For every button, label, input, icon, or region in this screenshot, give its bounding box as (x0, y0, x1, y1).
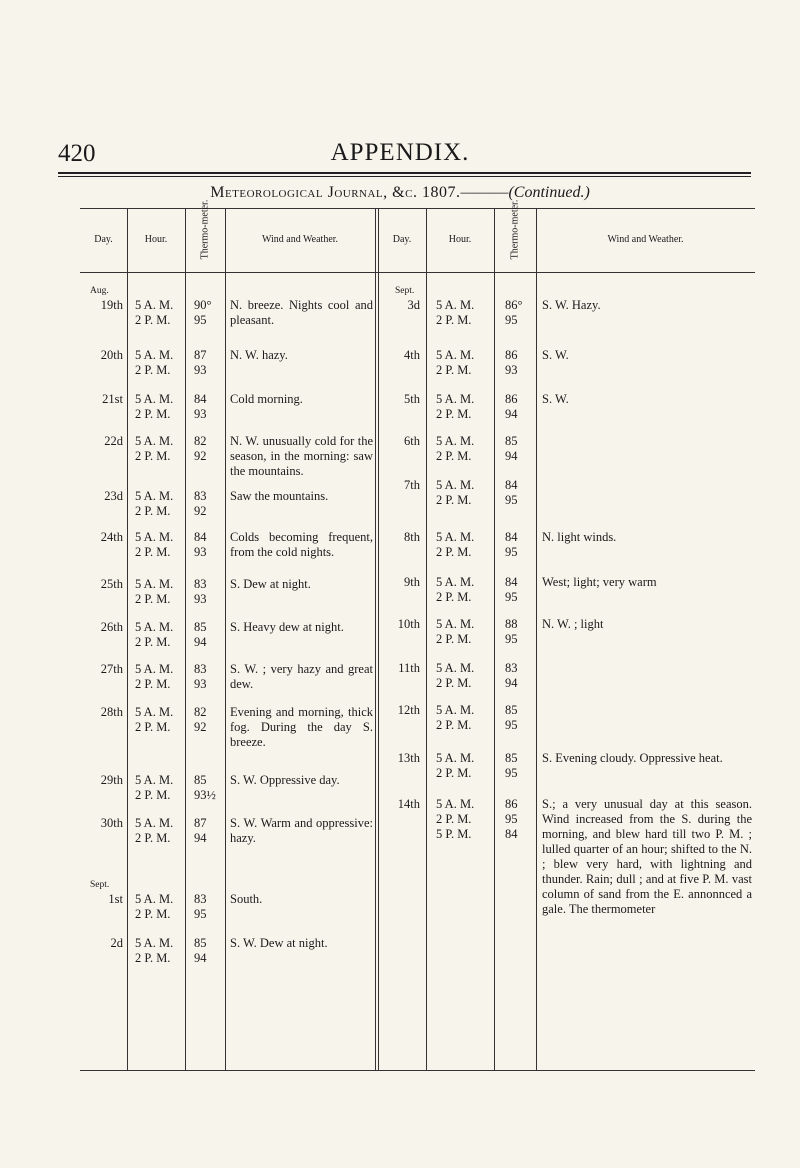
thermo-cell-pm: 93 (194, 592, 207, 606)
hour-cell-pm: 2 P. M. (436, 407, 472, 421)
thermo-cell-pm: 95 (505, 493, 518, 507)
hour-cell-pm: 2 P. M. (436, 590, 472, 604)
col-rule-6 (494, 208, 495, 1070)
thermo-cell-am: 83 (194, 662, 207, 676)
day-cell: 26th (100, 620, 123, 634)
col-rule-5 (426, 208, 427, 1070)
hour-cell-pm: 2 P. M. (135, 677, 171, 691)
day-cell: 14th (397, 797, 420, 811)
weather-cell: Saw the mountains. (230, 489, 329, 503)
table-bottom-rule (80, 1070, 755, 1071)
thermo-cell-am: 85 (505, 751, 518, 765)
col-rule-2 (185, 208, 186, 1070)
weather-cell: S. Heavy dew at night. (230, 620, 344, 634)
header-wind-right: Wind and Weather. (607, 234, 684, 245)
thermo-cell-am: 85 (505, 434, 518, 448)
header-wind-left: Wind and Weather. (261, 234, 339, 245)
hour-cell-pm: 2 P. M. (436, 766, 472, 780)
weather-cell: N. W. ; light (542, 617, 604, 631)
hour-cell-am: 5 A. M. (135, 577, 174, 591)
hour-cell-pm: 2 P. M. (436, 718, 472, 732)
day-cell: 11th (398, 661, 420, 675)
thermo-cell-pm: 95 (505, 766, 518, 780)
weather-cell: N. W. unusually cold for the season, in the morning: saw the mountains. (230, 434, 373, 478)
header-day-right: Day. (392, 234, 412, 245)
hour-cell-am: 5 A. M. (436, 434, 475, 448)
day-cell: 27th (100, 662, 123, 676)
thermo-cell-pm: 95 (505, 590, 518, 604)
hour-cell-pm: 2 P. M. (135, 407, 171, 421)
weather-cell: S. Dew at night. (230, 577, 311, 591)
weather-cell: South. (230, 892, 263, 906)
thermo-cell-am: 83 (194, 892, 207, 906)
thermo-cell-pm: 92 (194, 720, 207, 734)
day-cell: 30th (100, 816, 123, 830)
hour-cell-pm: 2 P. M. (436, 545, 472, 559)
hour-cell-am: 5 A. M. (135, 298, 174, 312)
thermo-cell-pm: 95 (505, 313, 518, 327)
thermo-cell-am: 88 (505, 617, 518, 631)
thermo-cell-pm: 94 (194, 831, 207, 845)
weather-cell: S. W. (542, 392, 569, 406)
day-cell: 4th (404, 348, 420, 362)
hour-cell-pm: 2 P. M. (135, 592, 171, 606)
title-rule-thick (58, 172, 751, 174)
hour-cell-pm: 2 P. M. (135, 635, 171, 649)
day-cell: 6th (404, 434, 420, 448)
thermo-cell-am: 86 (505, 392, 518, 406)
thermo-cell-pm: 95 (505, 545, 518, 559)
page-number: 420 (58, 140, 96, 167)
hour-cell-am: 5 A. M. (436, 751, 475, 765)
thermo-cell-pm: 95 (194, 313, 207, 327)
hour-cell-am: 5 A. M. (135, 489, 174, 503)
day-cell: 3d (407, 298, 420, 312)
thermo-cell-pm: 94 (505, 449, 518, 463)
hour-cell-pm: 2 P. M. (436, 363, 472, 377)
day-cell: 21st (102, 392, 123, 406)
thermo-cell-pm: 92 (194, 504, 207, 518)
weather-cell: S. W. Oppressive day. (230, 773, 340, 787)
hour-cell-am: 5 A. M. (135, 620, 174, 634)
hour-cell-am: 5 A. M. (436, 661, 475, 675)
weather-cell: N. light winds. (542, 530, 617, 544)
header-thermo-left: Thermo-meter. (199, 199, 211, 260)
hour-cell-am: 5 A. M. (135, 662, 174, 676)
hour-cell-pm: 2 P. M. (436, 676, 472, 690)
hour-cell-am: 5 A. M. (436, 797, 475, 811)
weather-cell: N. breeze. Nights cool and pleasant. (230, 298, 373, 327)
thermo-cell-am: 85 (194, 936, 207, 950)
page-title: APPENDIX. (330, 139, 470, 166)
caption-dash: ——— (460, 184, 509, 201)
weather-cell: Colds becoming frequent, from the cold nights. (230, 530, 373, 559)
thermo-cell-pm: 95 (505, 632, 518, 646)
day-cell: 19th (100, 298, 123, 312)
hour-cell-am: 5 A. M. (436, 575, 475, 589)
hour-cell-pm: 2 P. M. (135, 951, 171, 965)
thermo-cell-am: 83 (505, 661, 518, 675)
day-cell: 5th (404, 392, 420, 406)
col-rule-3 (225, 208, 226, 1070)
weather-cell: S. Evening cloudy. Oppressive heat. (542, 751, 723, 765)
day-cell: 22d (104, 434, 123, 448)
day-cell: 8th (404, 530, 420, 544)
thermo-cell-am: 86 (505, 797, 518, 811)
thermo-cell-pm: 93 (194, 677, 207, 691)
thermo-cell-pm: 93 (505, 363, 518, 377)
hour-cell-am: 5 A. M. (436, 298, 475, 312)
header-hour-right: Hour. (448, 234, 472, 245)
hour-cell-pm: 2 P. M. (436, 812, 472, 826)
hour-cell-pm: 2 P. M. (135, 831, 171, 845)
header-thermo-right: Thermo-meter. (509, 199, 521, 260)
hour-cell-pm: 2 P. M. (135, 449, 171, 463)
day-cell: 28th (100, 705, 123, 719)
caption-label: Meteorological Journal, &c. 1807. (210, 184, 461, 201)
hour-cell-pm: 2 P. M. (135, 907, 171, 921)
hour-cell-pm: 2 P. M. (135, 313, 171, 327)
day-cell: 25th (100, 577, 123, 591)
col-rule-7 (536, 208, 537, 1070)
hour-cell-pm: 2 P. M. (436, 632, 472, 646)
thermo-cell-pm: 94 (194, 635, 207, 649)
hour-cell-am: 5 A. M. (135, 936, 174, 950)
day-cell: 7th (404, 478, 420, 492)
hour-cell-pm: 2 P. M. (436, 493, 472, 507)
thermo-cell-pm: 95 (505, 718, 518, 732)
day-cell: 13th (397, 751, 420, 765)
day-cell: 1st (108, 892, 123, 906)
hour-cell-pm: 2 P. M. (436, 449, 472, 463)
col-rule-mid-a (375, 208, 376, 1070)
hour-cell-am: 5 A. M. (135, 773, 174, 787)
day-cell: 2d (110, 936, 123, 950)
weather-cell: West; light; very warm (542, 575, 657, 589)
hour-cell-am: 5 A. M. (436, 348, 475, 362)
thermo-cell-am: 86° (505, 298, 523, 312)
hour-cell-am: 5 A. M. (135, 348, 174, 362)
journal-caption (0, 184, 800, 202)
thermo-cell-am: 83 (194, 489, 207, 503)
hour-cell-am: 5 A. M. (135, 530, 174, 544)
col-rule-mid-b (378, 208, 379, 1070)
thermo-cell-pm: 92 (194, 449, 207, 463)
thermo-cell-pm: 93½ (194, 788, 216, 802)
weather-cell: Cold morning. (230, 392, 303, 406)
day-cell: 29th (100, 773, 123, 787)
day-cell: 20th (100, 348, 123, 362)
thermo-cell-pm: 94 (505, 407, 518, 421)
thermo-cell-am: 83 (194, 577, 207, 591)
thermo-cell-am: 84 (505, 478, 518, 492)
thermo-cell-am: 82 (194, 434, 207, 448)
hour-cell-evening: 5 P. M. (436, 827, 472, 841)
col-rule-1 (127, 208, 128, 1070)
hour-cell-am: 5 A. M. (135, 705, 174, 719)
thermo-cell-am: 84 (505, 530, 518, 544)
hour-cell-pm: 2 P. M. (135, 504, 171, 518)
thermo-cell-am: 85 (505, 703, 518, 717)
hour-cell-am: 5 A. M. (436, 617, 475, 631)
thermo-cell-am: 87 (194, 816, 207, 830)
thermo-cell-pm: 93 (194, 545, 207, 559)
hour-cell-am: 5 A. M. (436, 530, 475, 544)
hour-cell-am: 5 A. M. (135, 392, 174, 406)
thermo-cell-am: 84 (194, 392, 207, 406)
thermo-cell-am: 87 (194, 348, 207, 362)
hour-cell-am: 5 A. M. (436, 392, 475, 406)
day-cell: 10th (397, 617, 420, 631)
title-rule-thin (58, 176, 751, 177)
hour-cell-pm: 2 P. M. (135, 720, 171, 734)
day-cell: 12th (397, 703, 420, 717)
thermo-cell-pm: 94 (505, 676, 518, 690)
weather-cell: S. W. ; very hazy and great dew. (230, 662, 373, 691)
thermo-cell-am: 86 (505, 348, 518, 362)
weather-cell: S. W. (542, 348, 569, 362)
hour-cell-pm: 2 P. M. (135, 788, 171, 802)
weather-cell: N. W. hazy. (230, 348, 288, 362)
day-cell: 23d (104, 489, 123, 503)
month-aug: Aug. (90, 286, 109, 296)
month-sept-right: Sept. (395, 286, 415, 296)
thermo-cell-am: 90° (194, 298, 212, 312)
thermo-cell-pm: 94 (194, 951, 207, 965)
thermo-cell-pm: 93 (194, 407, 207, 421)
caption-continued: (Continued.) (508, 184, 590, 201)
thermo-cell-am: 84 (505, 575, 518, 589)
thermo-cell-pm: 95 (194, 907, 207, 921)
hour-cell-am: 5 A. M. (436, 478, 475, 492)
thermo-cell-am: 85 (194, 620, 207, 634)
thermo-cell-am: 85 (194, 773, 207, 787)
table-top-rule (80, 208, 755, 209)
weather-cell: S. W. Dew at night. (230, 936, 328, 950)
table-header-rule (80, 272, 755, 273)
hour-cell-pm: 2 P. M. (135, 545, 171, 559)
hour-cell-am: 5 A. M. (135, 816, 174, 830)
day-cell: 24th (100, 530, 123, 544)
day-cell: 9th (404, 575, 420, 589)
weather-cell: S. W. Hazy. (542, 298, 601, 312)
month-sept-left: Sept. (90, 880, 110, 890)
hour-cell-am: 5 A. M. (135, 434, 174, 448)
weather-cell: Evening and morning, thick fog. During the day S. breeze. (230, 705, 373, 749)
thermo-cell-evening: 84 (505, 827, 518, 841)
thermo-cell-am: 82 (194, 705, 207, 719)
header-hour-left: Hour. (144, 234, 168, 245)
hour-cell-pm: 2 P. M. (436, 313, 472, 327)
weather-cell: S.; a very unusual day at this season. Wind increased from the S. during the morning, and blew hard till two P. M. ; lulled quarter of an hour; shifted to the N. ; blew very hard, with lightning and thunder. Rain; dull ; and at five P. M. vast column of sand from the E. annonnced a gale. The thermometer (542, 797, 752, 916)
hour-cell-am: 5 A. M. (436, 703, 475, 717)
thermo-cell-pm: 95 (505, 812, 518, 826)
header-day-left: Day. (94, 234, 113, 245)
hour-cell-pm: 2 P. M. (135, 363, 171, 377)
hour-cell-am: 5 A. M. (135, 892, 174, 906)
thermo-cell-am: 84 (194, 530, 207, 544)
thermo-cell-pm: 93 (194, 363, 207, 377)
weather-cell: S. W. Warm and oppressive: hazy. (230, 816, 373, 845)
